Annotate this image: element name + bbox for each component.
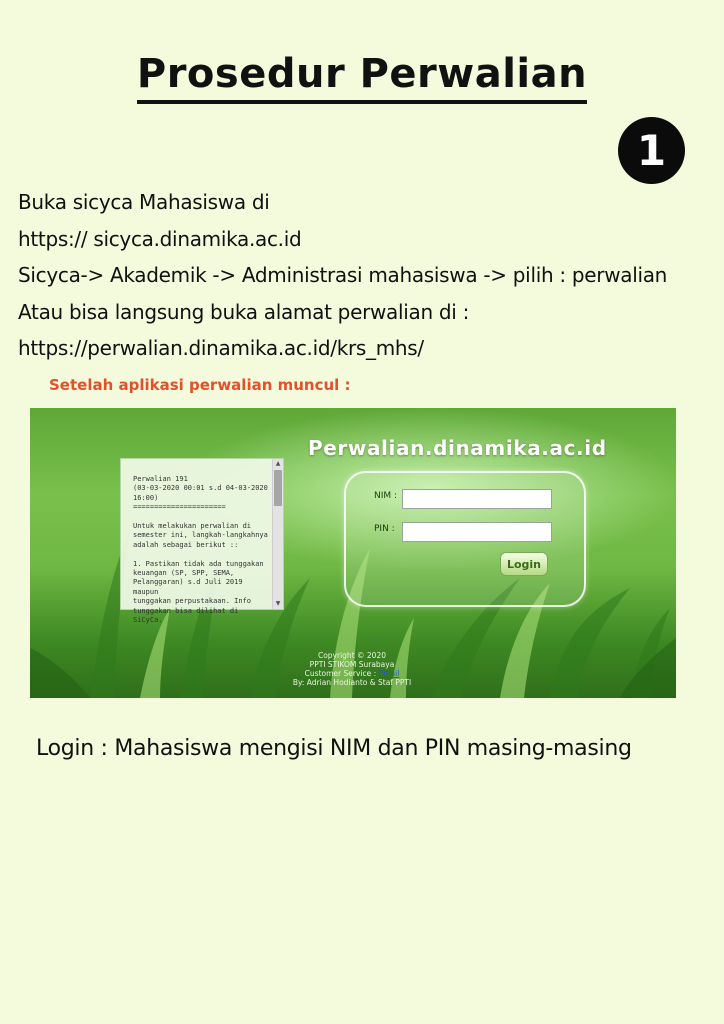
instruction-line-2: https:// sicyca.dinamika.ac.id: [18, 226, 302, 251]
instruction-line-1: Buka sicyca Mahasiswa di: [18, 190, 270, 214]
copyright-line: Copyright © 2020: [317, 651, 386, 660]
instruction-line-5: https://perwalian.dinamika.ac.id/krs_mhs/: [18, 336, 424, 360]
info-panel[interactable]: [120, 458, 284, 625]
customer-service-label: Customer Service :: [304, 669, 379, 678]
scroll-thumb[interactable]: [274, 470, 282, 506]
login-instruction-text: Login : Mahasiswa mengisi NIM dan PIN masing-masing: [36, 736, 632, 761]
instruction-line-4: Atau bisa langsung buka alamat perwalian di :: [18, 299, 470, 324]
login-button[interactable]: Login: [500, 552, 548, 576]
organization-line: PPTI STIKOM Surabaya: [309, 660, 395, 669]
email-link[interactable]: Email: [378, 669, 400, 678]
customer-service-line: [272, 669, 432, 678]
instructions: [18, 184, 718, 367]
step-number-badge: 1: [618, 117, 685, 184]
site-title: Perwalian.dinamika.ac.id: [308, 436, 607, 460]
page-title-text: Prosedur Perwalian: [137, 49, 587, 104]
info-panel-text: Perwalian 191 (03-03-2020 00:01 s.d 04-03-2020 16:00) ====================== Untuk melakukan perwalian di semester ini, langkah-langkahnya adalah sebagai berikut :: 1. Pastikan tidak ada tunggakan keuangan (SP, SPP, SEMA, Pelanggaran) s.d Juli 2019 maupun tunggakan perpustakaan. Info tunggakan bisa dilihat di SiCyCa.: [133, 475, 268, 625]
pin-label: PIN :: [374, 524, 395, 534]
note-text: Setelah aplikasi perwalian muncul :: [49, 376, 351, 394]
pin-input[interactable]: [402, 522, 552, 542]
instruction-line-3: Sicyca-> Akademik -> Administrasi mahasiswa -> pilih : perwalian: [18, 263, 668, 287]
login-form: [344, 471, 586, 607]
info-panel-scrollbar[interactable]: [272, 459, 283, 609]
author-line: By: Adrian Hodianto & Staf PPTI: [292, 678, 412, 687]
scroll-down-arrow-icon[interactable]: ▼: [275, 600, 281, 607]
login-page-screenshot: [30, 408, 676, 698]
scroll-up-arrow-icon[interactable]: ▲: [275, 460, 281, 467]
nim-input[interactable]: [402, 489, 552, 509]
nim-label: NIM :: [374, 491, 398, 501]
copyright-footer: [272, 651, 432, 687]
page-title: [0, 46, 724, 104]
